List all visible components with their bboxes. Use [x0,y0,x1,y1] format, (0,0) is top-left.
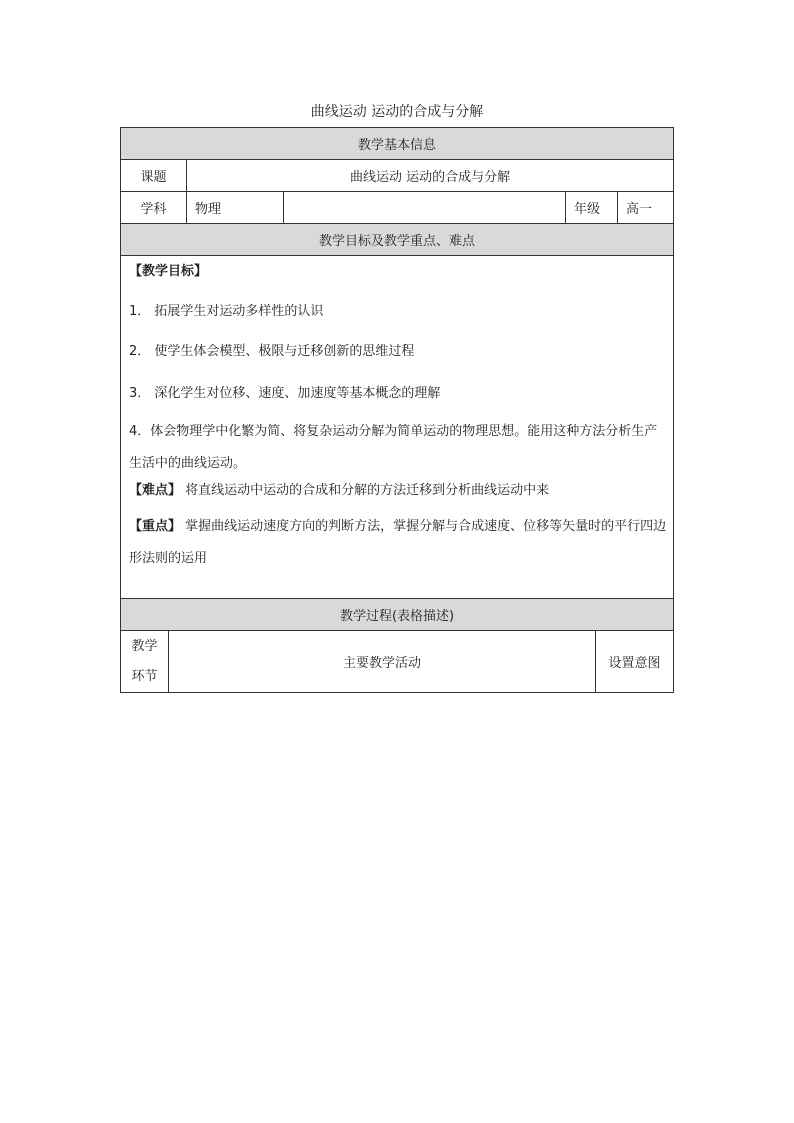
key-paragraph [129,511,667,575]
grade-value: 高一 [618,192,674,224]
empty-cell [284,192,566,224]
goal-heading: 【教学目标】 [129,264,208,279]
basic-info-header: 教学基本信息 [121,128,674,160]
lesson-plan-table [120,127,674,693]
key-label: 【重点】 [129,519,182,534]
difficulty-label: 【难点】 [129,483,182,498]
goals-header: 教学目标及教学重点、难点 [121,224,674,256]
document-title: 曲线运动 运动的合成与分解 [310,104,484,120]
difficulty-text: 将直线运动中运动的合成和分解的方法迁移到分析曲线运动中来 [181,483,550,498]
process-col-stage-line1: 教学 [131,638,158,654]
goal-item: 4．体会物理学中化繁为简、将复杂运动分解为简单运动的物理思想。能用这种方法分析生产生活中的曲线运动。 [129,424,658,471]
goal-item: 2． 使学生体会模型、极限与迁移创新的思维过程 [129,344,415,359]
process-col-intent: 设置意图 [596,631,674,693]
subject-value: 物理 [187,192,284,224]
topic-value: 曲线运动 运动的合成与分解 [187,160,674,192]
goals-cell [121,256,674,599]
process-col-activities: 主要教学活动 [169,631,596,693]
goal-item: 1． 拓展学生对运动多样性的认识 [129,304,324,319]
topic-label: 课题 [121,160,187,192]
process-col-stage [121,631,169,693]
difficulty-paragraph [129,481,667,501]
grade-label: 年级 [566,192,618,224]
goal-item: 3． 深化学生对位移、速度、加速度等基本概念的理解 [129,386,441,401]
key-text: 掌握曲线运动速度方向的判断方法，掌握分解与合成速度、位移等矢量时的平行四边形法则的运用 [129,519,667,566]
process-header: 教学过程(表格描述) [121,599,674,631]
process-col-stage-line2: 环节 [131,668,158,684]
subject-label: 学科 [121,192,187,224]
